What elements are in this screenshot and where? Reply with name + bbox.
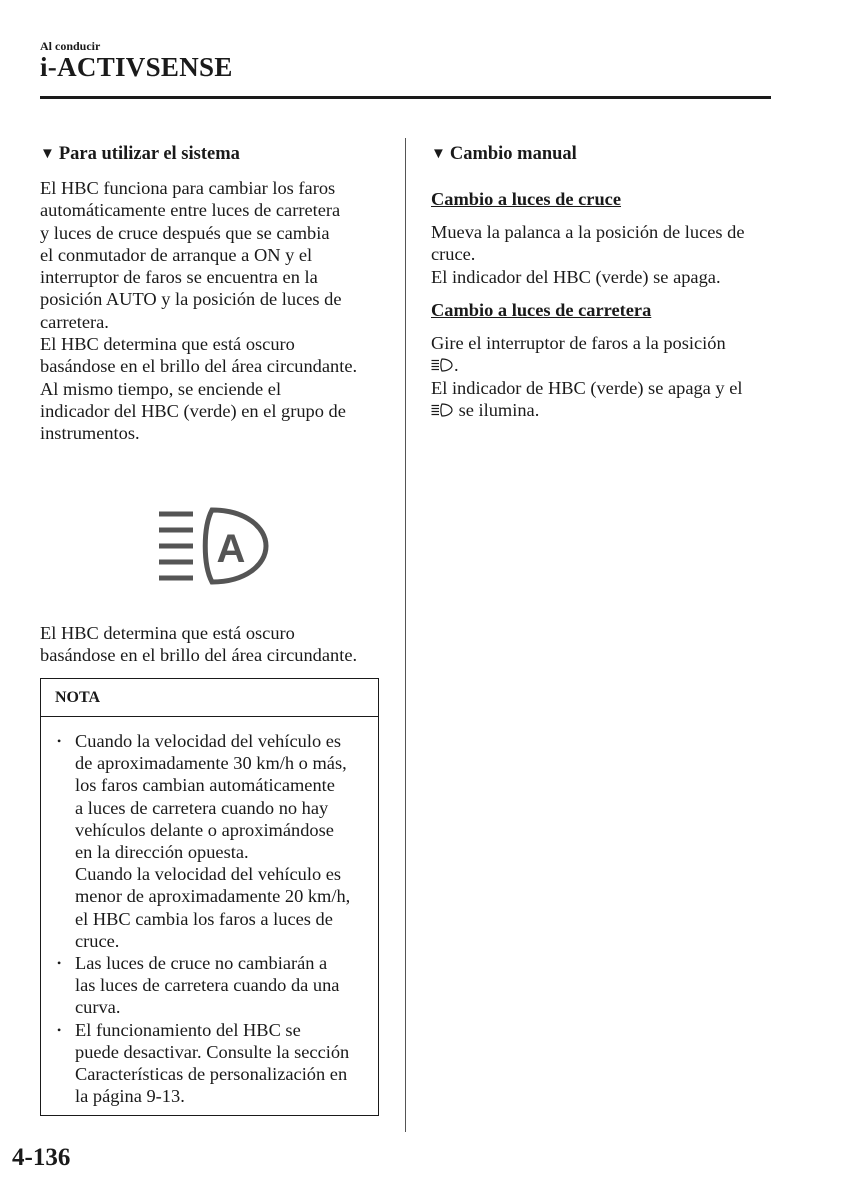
text-line: El HBC determina que está oscuro [40,334,295,355]
title-rule [40,96,771,99]
text-line: el conmutador de arranque a ON y el [40,244,313,265]
triangle-marker-icon: ▼ [40,146,55,162]
text-line: El HBC determina que está oscuro [40,623,295,643]
text-line: Al mismo tiempo, se enciende el [40,378,282,399]
period-text: . [454,355,459,376]
note-item-line: vehículos delante o aproximándose [75,819,334,840]
note-box [40,678,379,1116]
page-number: 4-136 [12,1144,71,1171]
text-line: basándose en el brillo del área circundante. [40,356,358,377]
note-item-line: los faros cambian automáticamente [75,775,335,796]
note-item-line: a luces de carretera cuando no hay [75,797,329,818]
text-line-with-icon [431,399,743,421]
high-beam-icon [431,403,454,417]
triangle-marker-icon: ▼ [431,146,446,162]
note-item-line: menor de aproximadamente 20 km/h, [75,886,351,907]
note-item-line: en la dirección opuesta. [75,842,249,863]
paragraph-hbc-intro [40,177,357,445]
paragraph-low-beam [431,221,745,288]
note-item-line: El funcionamiento del HBC se [75,1019,301,1040]
text-line: interruptor de faros se encuentra en la [40,267,318,288]
heading-text: Cambio manual [449,144,577,164]
note-item [55,952,350,1019]
note-item [55,730,350,952]
heading-para-utilizar [40,142,240,167]
heading-cambio-manual [431,142,577,167]
subheading-low-beam: Cambio a luces de cruce [431,189,622,209]
text-line: instrumentos. [40,423,140,444]
text-line: basándose en el brillo del área circundante. [40,645,358,666]
note-item-line: curva. [75,997,121,1018]
note-item-line: Cuando la velocidad del vehículo es [75,864,342,885]
text-line: posición AUTO y la posición de luces de [40,289,342,310]
note-item-line: el HBC cambia los faros a luces de [75,908,333,929]
auto-letter: A [216,527,246,571]
subheading-high-beam: Cambio a luces de carretera [431,300,652,320]
note-title: NOTA [41,679,378,717]
text-line-with-icon [431,354,743,376]
paragraph-high-beam [431,332,743,421]
text-line: El HBC funciona para cambiar los faros [40,178,336,198]
note-list [55,730,350,1107]
chapter-title: i-ACTIVSENSE [40,52,233,82]
note-item [55,1019,350,1108]
high-beam-icon [431,358,454,372]
text-line: carretera. [40,311,109,332]
text-line: automáticamente entre luces de carretera [40,200,341,221]
note-item-line: Las luces de cruce no cambiarán a [75,953,328,974]
bullet-icon: • [57,734,62,748]
text-line: indicador del HBC (verde) en el grupo de [40,400,346,421]
text-line: El indicador del HBC (verde) se apaga. [431,266,721,287]
note-item-line: cruce. [75,930,120,951]
heading-text: Para utilizar el sistema [58,144,240,164]
note-item-line: Características de personalización en [75,1064,348,1085]
note-item-line: la página 9-13. [75,1086,185,1107]
text-line: Mueva la palanca a la posición de luces de [431,222,745,242]
suffix-text: se ilumina. [454,399,540,420]
auto-high-beam-indicator-icon [155,505,271,587]
note-item-line: Cuando la velocidad del vehículo es [75,731,342,751]
text-line: y luces de cruce después que se cambia [40,222,330,243]
text-line: Gire el interruptor de faros a la posición [431,333,726,353]
bullet-icon: • [57,1022,62,1037]
paragraph-hbc-dark [40,622,357,667]
section-label: Al conducir [40,39,101,53]
text-line: El indicador de HBC (verde) se apaga y el [431,377,743,398]
note-item-line: las luces de carretera cuando da una [75,975,340,996]
note-item-line: de aproximadamente 30 km/h o más, [75,753,347,774]
column-divider [405,138,406,1132]
note-item-line: puede desactivar. Consulte la sección [75,1041,350,1062]
bullet-icon: • [57,956,62,971]
text-line: cruce. [431,244,476,265]
